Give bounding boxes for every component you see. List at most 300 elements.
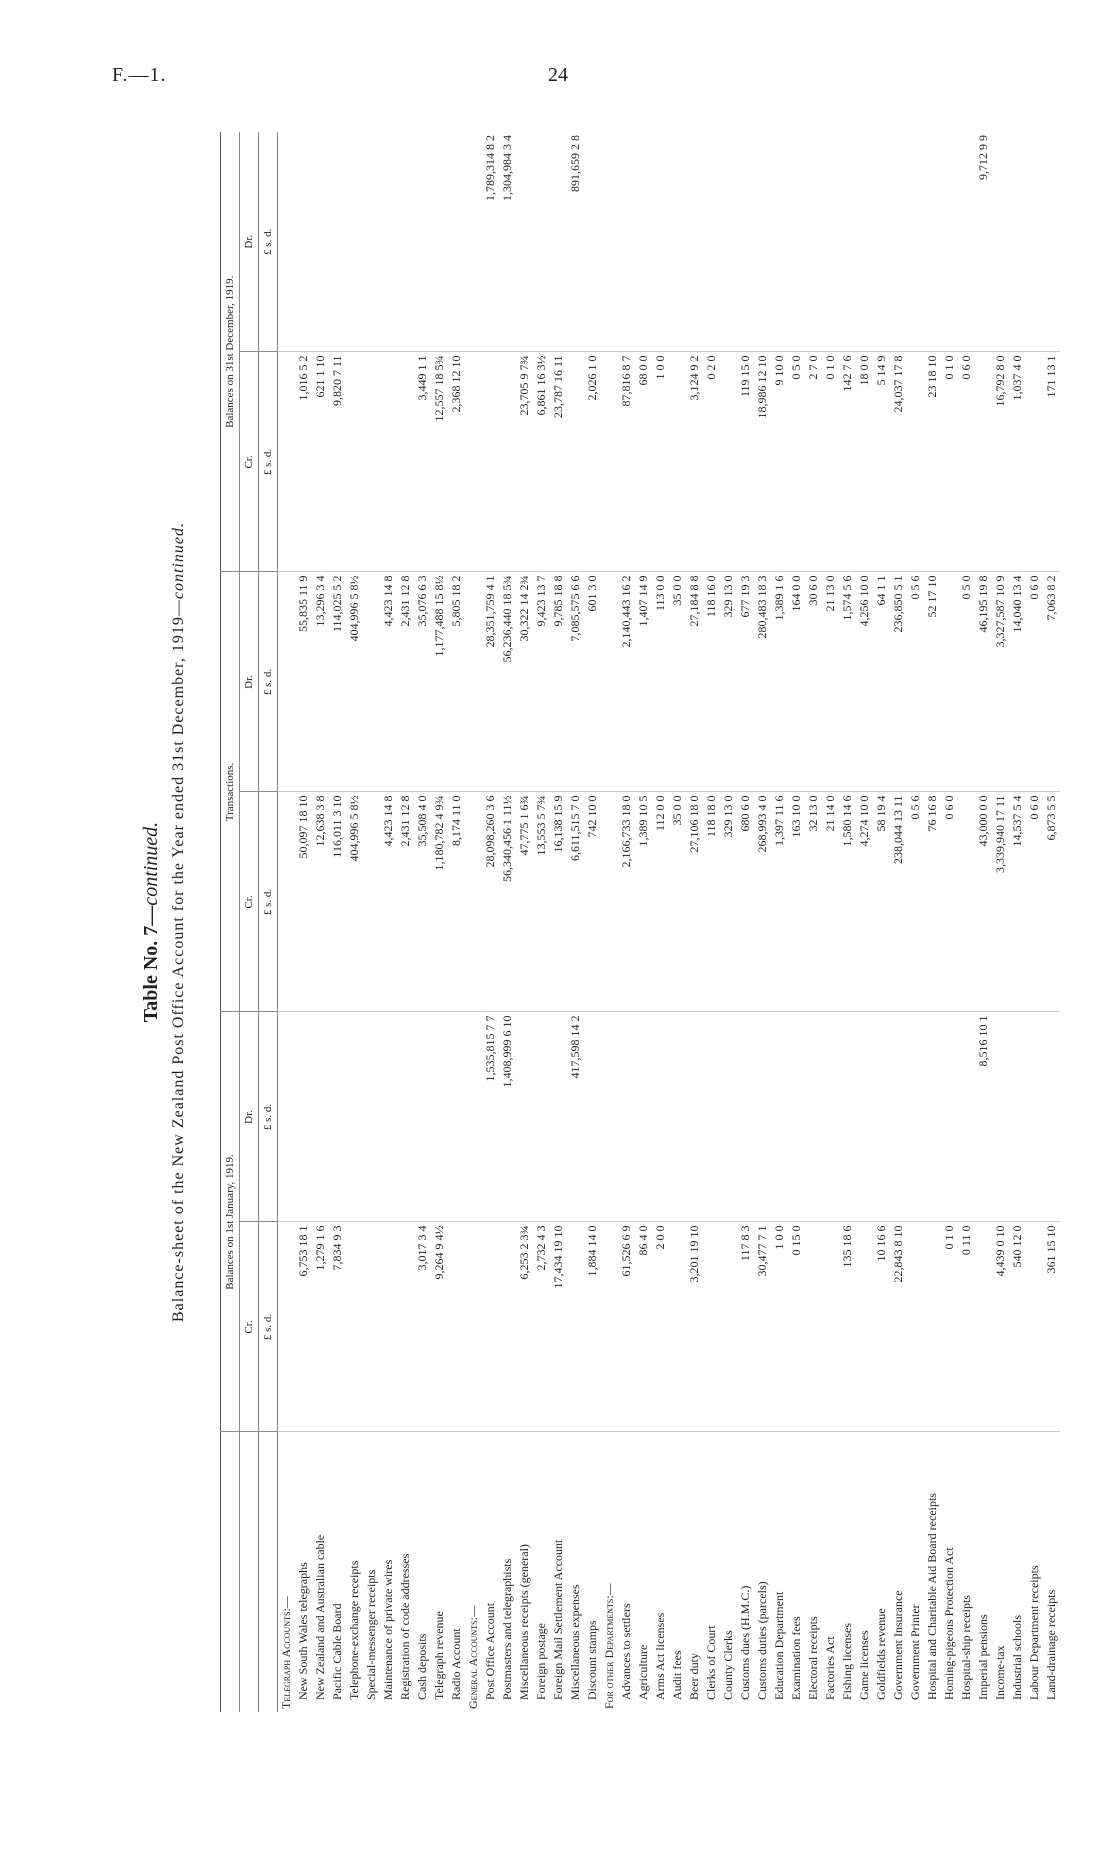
- amount-cell: [686, 1012, 703, 1222]
- row-label: Special-messenger receipts: [364, 1569, 378, 1700]
- amount-cell: 268,993 4 0: [754, 792, 771, 1012]
- amount-cell: [363, 132, 380, 352]
- table-row: [754, 132, 771, 1712]
- amount-cell: 0 1 0: [822, 352, 839, 572]
- amount-cell: [805, 1012, 822, 1222]
- amount-cell: 0 6 0: [1026, 792, 1043, 1012]
- amount-cell: 1,884 14 0: [584, 1222, 601, 1432]
- amount-cell: 58 19 4: [873, 792, 890, 1012]
- amount-cell: 32 13 0: [805, 792, 822, 1012]
- amount-cell: [397, 352, 414, 572]
- amount-cell: 0 5 0: [958, 572, 975, 792]
- column-header-dr: Dr.: [240, 1012, 259, 1222]
- row-label: Government Insurance: [891, 1590, 905, 1700]
- table-row: [584, 132, 601, 1712]
- amount-cell: [669, 1012, 686, 1222]
- row-label: Telephone-exchange receipts: [347, 1560, 361, 1700]
- amount-cell: [295, 1012, 312, 1222]
- amount-cell: [465, 1222, 482, 1432]
- amount-cell: [720, 1222, 737, 1432]
- table-row: [839, 132, 856, 1712]
- amount-cell: [499, 1222, 516, 1432]
- amount-cell: 12,557 18 5¾: [431, 352, 448, 572]
- amount-cell: [567, 1222, 584, 1432]
- amount-cell: [975, 1222, 992, 1432]
- amount-cell: 86 4 0: [635, 1222, 652, 1432]
- amount-cell: 1,279 1 6: [312, 1222, 329, 1432]
- row-label: Education Department: [772, 1591, 786, 1700]
- table-row: [686, 132, 703, 1712]
- row-label: Hospital and Charitable Aid Board receipts: [925, 1493, 939, 1700]
- amount-cell: 4,439 0 10: [992, 1222, 1009, 1432]
- amount-cell: 417,598 14 2: [567, 1012, 584, 1222]
- row-label: Land-drainage receipts: [1044, 1589, 1058, 1700]
- amount-cell: 113 0 0: [652, 572, 669, 792]
- amount-cell: 35 0 0: [669, 572, 686, 792]
- amount-cell: [465, 572, 482, 792]
- amount-cell: [720, 1012, 737, 1222]
- table-row: [295, 132, 312, 1712]
- amount-cell: [295, 132, 312, 352]
- amount-cell: [635, 132, 652, 352]
- table-row: [312, 132, 329, 1712]
- amount-cell: [448, 1012, 465, 1222]
- amount-cell: [465, 132, 482, 352]
- amount-cell: 6,873 5 5: [1043, 792, 1060, 1012]
- amount-cell: 2,166,733 18 0: [618, 792, 635, 1012]
- amount-cell: 64 1 1: [873, 572, 890, 792]
- amount-cell: 112 0 0: [652, 792, 669, 1012]
- amount-cell: [363, 572, 380, 792]
- row-label: County Clerks: [721, 1630, 735, 1700]
- row-label: Registration of code addresses: [398, 1553, 412, 1700]
- amount-cell: [397, 132, 414, 352]
- row-label: Imperial pensions: [976, 1614, 990, 1700]
- amount-cell: [720, 352, 737, 572]
- amount-cell: [737, 132, 754, 352]
- amount-cell: 118 18 0: [703, 792, 720, 1012]
- amount-cell: [941, 1012, 958, 1222]
- amount-cell: 2,431 12 8: [397, 792, 414, 1012]
- amount-cell: 1,408,999 6 10: [499, 1012, 516, 1222]
- amount-cell: [822, 1012, 839, 1222]
- amount-cell: 4,423 14 8: [380, 572, 397, 792]
- amount-cell: 4,423 14 8: [380, 792, 397, 1012]
- amount-cell: 27,184 8 8: [686, 572, 703, 792]
- amount-cell: [380, 1222, 397, 1432]
- amount-cell: [363, 1222, 380, 1432]
- amount-cell: [380, 352, 397, 572]
- amount-cell: 0 5 6: [907, 792, 924, 1012]
- table-row: [380, 132, 397, 1712]
- table-row: [635, 132, 652, 1712]
- amount-cell: [397, 1222, 414, 1432]
- amount-cell: 6,861 16 3½: [533, 352, 550, 572]
- amount-cell: 9,712 9 9: [975, 132, 992, 352]
- amount-cell: 27,106 18 0: [686, 792, 703, 1012]
- amount-cell: 404,996 5 8½: [346, 572, 363, 792]
- table-title: Table No. 7—continued.: [140, 821, 162, 1023]
- amount-cell: 9,423 13 7: [533, 572, 550, 792]
- table-row: [924, 132, 941, 1712]
- row-label: Postmasters and telegraphists: [500, 1558, 514, 1700]
- row-label: Maintenance of private wires: [381, 1559, 395, 1700]
- amount-cell: [550, 1012, 567, 1222]
- amount-cell: 1,177,488 15 8½: [431, 572, 448, 792]
- amount-cell: 13,296 3 4: [312, 572, 329, 792]
- amount-cell: [329, 1012, 346, 1222]
- amount-cell: 7,834 9 3: [329, 1222, 346, 1432]
- row-label: Clerks of Court: [704, 1625, 718, 1700]
- amount-cell: [431, 1012, 448, 1222]
- amount-cell: 13,553 5 7¾: [533, 792, 550, 1012]
- amount-cell: [516, 132, 533, 352]
- table-row: [1043, 132, 1060, 1712]
- amount-cell: [805, 1222, 822, 1432]
- table-row: [822, 132, 839, 1712]
- amount-cell: [601, 352, 618, 572]
- amount-cell: 0 5 6: [907, 572, 924, 792]
- amount-cell: 117 8 3: [737, 1222, 754, 1432]
- amount-cell: [312, 1012, 329, 1222]
- row-label: Industrial schools: [1010, 1615, 1024, 1700]
- amount-cell: [516, 1012, 533, 1222]
- amount-cell: 14,040 13 4: [1009, 572, 1026, 792]
- row-label: Foreign postage: [534, 1623, 548, 1700]
- amount-cell: [618, 132, 635, 352]
- amount-cell: 2,732 4 3: [533, 1222, 550, 1432]
- amount-cell: 47,775 1 6¾: [516, 792, 533, 1012]
- row-label: Miscellaneous expenses: [568, 1584, 582, 1700]
- table-row: [737, 132, 754, 1712]
- amount-cell: 16,138 15 9: [550, 792, 567, 1012]
- row-label: Customs dues (H.M.C.): [738, 1585, 752, 1700]
- table-row: [771, 132, 788, 1712]
- amount-cell: 18,986 12 10: [754, 352, 771, 572]
- amount-cell: [465, 792, 482, 1012]
- amount-cell: 1,580 14 6: [839, 792, 856, 1012]
- amount-cell: 3,124 9 2: [686, 352, 703, 572]
- amount-cell: [1009, 1012, 1026, 1222]
- amount-cell: 404,996 5 8½: [346, 792, 363, 1012]
- amount-cell: 0 6 0: [1026, 572, 1043, 792]
- amount-cell: 0 6 0: [958, 352, 975, 572]
- amount-cell: [703, 1012, 720, 1222]
- row-label: Game licenses: [857, 1630, 871, 1700]
- row-label: Miscellaneous receipts (general): [517, 1544, 531, 1700]
- amount-cell: 116,011 3 10: [329, 792, 346, 1012]
- row-label: Advances to settlers: [619, 1603, 633, 1700]
- amount-cell: 238,044 13 11: [890, 792, 907, 1012]
- amount-cell: [941, 132, 958, 352]
- amount-cell: 35,508 4 0: [414, 792, 431, 1012]
- amount-cell: [584, 1012, 601, 1222]
- row-label: Pacific Cable Board: [330, 1603, 344, 1700]
- row-label: New Zealand and Australian cable: [313, 1534, 327, 1700]
- amount-cell: [703, 1222, 720, 1432]
- amount-cell: [601, 1012, 618, 1222]
- amount-cell: [465, 352, 482, 572]
- amount-cell: 280,483 18 3: [754, 572, 771, 792]
- amount-cell: [720, 132, 737, 352]
- table-row: [958, 132, 975, 1712]
- amount-cell: [1026, 352, 1043, 572]
- amount-cell: 30 6 0: [805, 572, 822, 792]
- amount-cell: 601 3 0: [584, 572, 601, 792]
- amount-cell: 0 6 0: [941, 792, 958, 1012]
- amount-cell: 3,327,587 10 9: [992, 572, 1009, 792]
- table-row: [788, 132, 805, 1712]
- amount-cell: 1 0 0: [771, 1222, 788, 1432]
- amount-cell: [363, 1012, 380, 1222]
- row-label: Factories Act: [823, 1636, 837, 1700]
- units-header: £ s. d.: [259, 572, 278, 792]
- amount-cell: [278, 1222, 296, 1432]
- amount-cell: [363, 792, 380, 1012]
- amount-cell: [822, 1222, 839, 1432]
- balance-sheet-table: [220, 132, 1060, 1712]
- amount-cell: [329, 132, 346, 352]
- amount-cell: 9,264 9 4½: [431, 1222, 448, 1432]
- amount-cell: 1,037 4 0: [1009, 352, 1026, 572]
- amount-cell: 23 18 10: [924, 352, 941, 572]
- amount-cell: [771, 1012, 788, 1222]
- table-row: [414, 132, 431, 1712]
- rotated-table-region: [120, 132, 1058, 1712]
- amount-cell: [788, 132, 805, 352]
- amount-cell: [601, 132, 618, 352]
- amount-cell: 55,835 11 9: [295, 572, 312, 792]
- page-number: 24: [548, 64, 568, 86]
- amount-cell: [890, 132, 907, 352]
- row-label: Hospital-ship receipts: [959, 1595, 973, 1700]
- amount-cell: 7,063 8 2: [1043, 572, 1060, 792]
- page-reference: F.—1.: [112, 64, 167, 86]
- amount-cell: 1,389 10 5: [635, 792, 652, 1012]
- amount-cell: [754, 132, 771, 352]
- amount-cell: [669, 132, 686, 352]
- amount-cell: [635, 1012, 652, 1222]
- amount-cell: 114,025 5 2: [329, 572, 346, 792]
- table-row: [720, 132, 737, 1712]
- table-row: [278, 132, 296, 1712]
- table-row: [550, 132, 567, 1712]
- amount-cell: 171 13 1: [1043, 352, 1060, 572]
- amount-cell: 9,820 7 11: [329, 352, 346, 572]
- amount-cell: [278, 1012, 296, 1222]
- table-row: [941, 132, 958, 1712]
- amount-cell: [856, 1012, 873, 1222]
- table-row: [346, 132, 363, 1712]
- amount-cell: 0 1 0: [941, 352, 958, 572]
- amount-cell: [958, 792, 975, 1012]
- amount-cell: [754, 1012, 771, 1222]
- table-row: [448, 132, 465, 1712]
- amount-cell: 87,816 8 7: [618, 352, 635, 572]
- amount-cell: [397, 1012, 414, 1222]
- amount-cell: 22,843 8 10: [890, 1222, 907, 1432]
- amount-cell: [533, 1012, 550, 1222]
- column-header-cr: Cr.: [240, 1222, 259, 1432]
- amount-cell: [380, 132, 397, 352]
- amount-cell: [448, 132, 465, 352]
- table-row: [1026, 132, 1043, 1712]
- amount-cell: [499, 352, 516, 572]
- row-label: Radio Account: [449, 1628, 463, 1700]
- amount-cell: [975, 352, 992, 572]
- amount-cell: [448, 1222, 465, 1432]
- amount-cell: [652, 1012, 669, 1222]
- amount-cell: 677 19 3: [737, 572, 754, 792]
- amount-cell: [380, 1012, 397, 1222]
- amount-cell: 0 15 0: [788, 1222, 805, 1432]
- amount-cell: 1,574 5 6: [839, 572, 856, 792]
- amount-cell: 28,098,260 3 6: [482, 792, 499, 1012]
- amount-cell: [567, 352, 584, 572]
- amount-cell: 329 13 0: [720, 792, 737, 1012]
- amount-cell: 2 7 0: [805, 352, 822, 572]
- amount-cell: 0 5 0: [788, 352, 805, 572]
- units-header: £ s. d.: [259, 132, 278, 352]
- amount-cell: [839, 132, 856, 352]
- row-label: Beer duty: [687, 1653, 701, 1700]
- amount-cell: [924, 1222, 941, 1432]
- table-row: [1009, 132, 1026, 1712]
- amount-cell: 1,304,984 3 4: [499, 132, 516, 352]
- amount-cell: 1,389 1 6: [771, 572, 788, 792]
- units-header: £ s. d.: [259, 1012, 278, 1222]
- table-row: [975, 132, 992, 1712]
- row-label: Homing-pigeons Protection Act: [942, 1547, 956, 1700]
- amount-cell: [669, 352, 686, 572]
- amount-cell: 21 13 0: [822, 572, 839, 792]
- row-label: New South Wales telegraphs: [296, 1562, 310, 1700]
- amount-cell: 621 1 10: [312, 352, 329, 572]
- row-label: Arms Act licenses: [653, 1612, 667, 1700]
- table-row: [805, 132, 822, 1712]
- amount-cell: [941, 572, 958, 792]
- amount-cell: 3,201 19 10: [686, 1222, 703, 1432]
- amount-cell: [346, 352, 363, 572]
- amount-cell: 1,789,314 8 2: [482, 132, 499, 352]
- amount-cell: [1009, 132, 1026, 352]
- amount-cell: 2,026 1 0: [584, 352, 601, 572]
- amount-cell: [601, 1222, 618, 1432]
- column-header-cr: Cr.: [240, 792, 259, 1012]
- section-heading: General Accounts:—: [466, 1605, 480, 1709]
- amount-cell: 3,017 3 4: [414, 1222, 431, 1432]
- amount-cell: [1026, 1222, 1043, 1432]
- amount-cell: [431, 132, 448, 352]
- amount-cell: 5 14 9: [873, 352, 890, 572]
- row-label: Income-tax: [993, 1645, 1007, 1700]
- amount-cell: [958, 132, 975, 352]
- amount-cell: 1 0 0: [652, 352, 669, 572]
- amount-cell: [907, 132, 924, 352]
- amount-cell: [346, 1012, 363, 1222]
- row-label: Fishing licenses: [840, 1623, 854, 1700]
- row-label: Goldfields revenue: [874, 1608, 888, 1700]
- amount-cell: 10 16 6: [873, 1222, 890, 1432]
- amount-cell: 118 16 0: [703, 572, 720, 792]
- amount-cell: [346, 1222, 363, 1432]
- row-label: Customs duties (parcels): [755, 1581, 769, 1700]
- amount-cell: 35,076 6 3: [414, 572, 431, 792]
- amount-cell: 1,180,782 4 9¾: [431, 792, 448, 1012]
- table-row: [992, 132, 1009, 1712]
- amount-cell: [312, 132, 329, 352]
- units-header: £ s. d.: [259, 352, 278, 572]
- amount-cell: [958, 1012, 975, 1222]
- amount-cell: 6,611,515 7 0: [567, 792, 584, 1012]
- amount-cell: 2,368 12 10: [448, 352, 465, 572]
- amount-cell: [1043, 1012, 1060, 1222]
- table-row: [567, 132, 584, 1712]
- amount-cell: 24,037 17 8: [890, 352, 907, 572]
- table-row: [703, 132, 720, 1712]
- table-subtitle: Balance-sheet of the New Zealand Post Office Account for the Year ended 31st December, 1919—continued.: [170, 522, 187, 1322]
- amount-cell: 35 0 0: [669, 792, 686, 1012]
- row-label: Agriculture: [636, 1644, 650, 1700]
- amount-cell: 3,339,940 17 11: [992, 792, 1009, 1012]
- table-row: [431, 132, 448, 1712]
- amount-cell: [992, 132, 1009, 352]
- column-group-closing: Balances on 31st December, 1919.: [221, 132, 240, 572]
- row-label: Audit fees: [670, 1650, 684, 1700]
- amount-cell: 21 14 0: [822, 792, 839, 1012]
- amount-cell: 43,000 0 0: [975, 792, 992, 1012]
- amount-cell: [873, 1012, 890, 1222]
- column-header-dr: Dr.: [240, 572, 259, 792]
- amount-cell: [618, 1012, 635, 1222]
- amount-cell: 0 11 0: [958, 1222, 975, 1432]
- amount-cell: [839, 1012, 856, 1222]
- table-row: [873, 132, 890, 1712]
- amount-cell: 23,705 9 7¾: [516, 352, 533, 572]
- amount-cell: [924, 132, 941, 352]
- amount-cell: 46,195 19 8: [975, 572, 992, 792]
- amount-cell: [907, 1012, 924, 1222]
- amount-cell: 2 0 0: [652, 1222, 669, 1432]
- amount-cell: 742 10 0: [584, 792, 601, 1012]
- amount-cell: 17,434 19 10: [550, 1222, 567, 1432]
- column-header-blank: [221, 1432, 240, 1712]
- amount-cell: 61,526 6 9: [618, 1222, 635, 1432]
- amount-cell: [873, 132, 890, 352]
- column-header-blank: [259, 1432, 278, 1712]
- amount-cell: 236,850 5 1: [890, 572, 907, 792]
- amount-cell: 4,274 10 0: [856, 792, 873, 1012]
- amount-cell: 3,449 1 1: [414, 352, 431, 572]
- amount-cell: 68 0 0: [635, 352, 652, 572]
- amount-cell: 8,174 11 0: [448, 792, 465, 1012]
- column-group-opening: Balances on 1st January, 1919.: [221, 1012, 240, 1432]
- amount-cell: 891,659 2 8: [567, 132, 584, 352]
- amount-cell: 50,097 18 10: [295, 792, 312, 1012]
- amount-cell: [1043, 132, 1060, 352]
- table-row: [890, 132, 907, 1712]
- amount-cell: 1,407 14 9: [635, 572, 652, 792]
- amount-cell: [907, 352, 924, 572]
- amount-cell: 163 10 0: [788, 792, 805, 1012]
- amount-cell: [550, 132, 567, 352]
- table-row: [363, 132, 380, 1712]
- amount-cell: [601, 792, 618, 1012]
- amount-cell: 0 1 0: [941, 1222, 958, 1432]
- column-header-cr: Cr.: [240, 352, 259, 572]
- table-row: [499, 132, 516, 1712]
- amount-cell: [669, 1222, 686, 1432]
